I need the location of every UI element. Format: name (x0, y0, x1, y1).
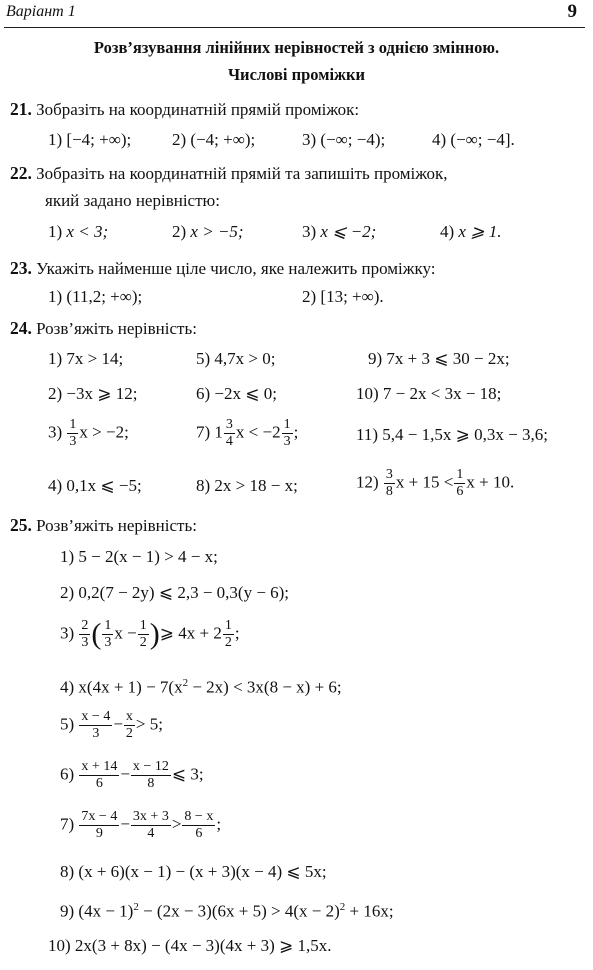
t21-item-2: 2) (−4; +∞); (172, 130, 256, 149)
task-text: Розв’яжіть нерівність: (36, 319, 197, 338)
t25-item-3: 3) $\frac{2}{3}$ ( $\frac{1}{3}$ x − $\frac{1}{2}$ )⩾ 4x + 2 $\frac{1}{2}$ ; (60, 617, 240, 651)
variant-label: Варіант 1 (6, 3, 76, 20)
t24-item-6: 6) −2x ⩽ 0; (196, 384, 277, 403)
header-divider (4, 27, 585, 28)
t21-item-3: 3) (−∞; −4); (302, 130, 386, 149)
t22-item-2: 2) x > −5; (172, 222, 244, 241)
t24-item-7: 7) 1 $\frac{3}{4}$ x < −2 $\frac{1}{3}$ ; (196, 417, 299, 449)
t24-item-5: 5) 4,7x > 0; (196, 349, 276, 368)
t25-item-2: 2) 0,2(7 − 2y) ⩽ 2,3 − 0,3(y − 6); (60, 583, 290, 602)
t25-item-6: 6) $\frac{x + 14}{6}$ − $\frac{x - 12}{8}$ ⩽ 3; (60, 759, 204, 791)
t25-item-10: 10) 2x(3 + 8x) − (4x − 3)(4x + 3) ⩾ 1,5x. (48, 936, 332, 955)
t22-item-3: 3) x ⩽ −2; (302, 222, 377, 241)
t25-item-1: 1) 5 − 2(x − 1) > 4 − x; (60, 547, 218, 566)
task-number: 21. (10, 99, 32, 119)
task-text: Зобразіть на координатній прямій та запишіть проміжок, (36, 164, 448, 183)
task-number: 24. (10, 318, 32, 338)
task-text: Укажіть найменше ціле число, яке належить проміжку: (36, 259, 436, 278)
task-number: 22. (10, 163, 32, 183)
t25-item-7: 7) $\frac{7x - 4}{9}$ − $\frac{3x + 3}{4}$ > $\frac{8 - x}{6}$ ; (60, 809, 222, 841)
task-text: Зобразіть на координатній прямій проміжок: (36, 100, 360, 119)
t21-item-4: 4) (−∞; −4]. (432, 130, 515, 149)
task-24 (10, 318, 197, 339)
t24-item-11: 11) 5,4 − 1,5x ⩾ 0,3x − 3,6; (356, 425, 548, 444)
t24-item-3: 3) $\frac{1}{3}$ x > −2; (48, 417, 129, 449)
t23-item-2: 2) [13; +∞). (302, 287, 384, 306)
section-subtitle: Числові проміжки (227, 65, 366, 84)
t24-item-10: 10) 7 − 2x < 3x − 18; (356, 384, 502, 403)
task-23 (10, 258, 435, 279)
t23-item-1: 1) (11,2; +∞); (48, 287, 143, 306)
task-25 (10, 515, 197, 536)
t25-item-8: 8) (x + 6)(x − 1) − (x + 3)(x − 4) ⩽ 5x; (60, 862, 327, 881)
t24-item-9: 9) 7x + 3 ⩽ 30 − 2x; (368, 349, 510, 368)
t22-item-4: 4) x ⩾ 1. (440, 222, 502, 241)
t25-item-5: 5) $\frac{x - 4}{3}$ − $\frac{x}{2}$ > 5; (60, 709, 163, 741)
t24-item-12: 12) $\frac{3}{8}$ x + 15 < $\frac{1}{6}$ x + 10. (356, 467, 515, 499)
section-title: Розв’язування лінійних нерівностей з однією змінною. (93, 38, 500, 57)
t24-item-1: 1) 7x > 14; (48, 349, 124, 368)
task-text: Розв’яжіть нерівність: (36, 516, 197, 535)
task-22 (10, 163, 448, 184)
t22-item-1: 1) x < 3; (48, 222, 109, 241)
task-21 (10, 99, 359, 120)
page-number: 9 (567, 1, 577, 22)
t25-item-9: 9) $(4x - 1)^2 - (2x - 3)(6x + 5) > 4(x - 2)^2 + 16x$; (60, 901, 394, 921)
t24-item-2: 2) −3x ⩾ 12; (48, 384, 138, 403)
task-number: 23. (10, 258, 32, 278)
t25-item-4: 4) $x(4x + 1) - 7(x^2 - 2x) < 3x(8 - x) + 6$; (60, 677, 342, 697)
t24-item-4: 4) 0,1x ⩽ −5; (48, 476, 142, 495)
task-22-line2: який задано нерівністю: (45, 191, 220, 210)
t21-item-1: 1) [−4; +∞); (48, 130, 132, 149)
t24-item-8: 8) 2x > 18 − x; (196, 476, 298, 495)
task-number: 25. (10, 515, 32, 535)
